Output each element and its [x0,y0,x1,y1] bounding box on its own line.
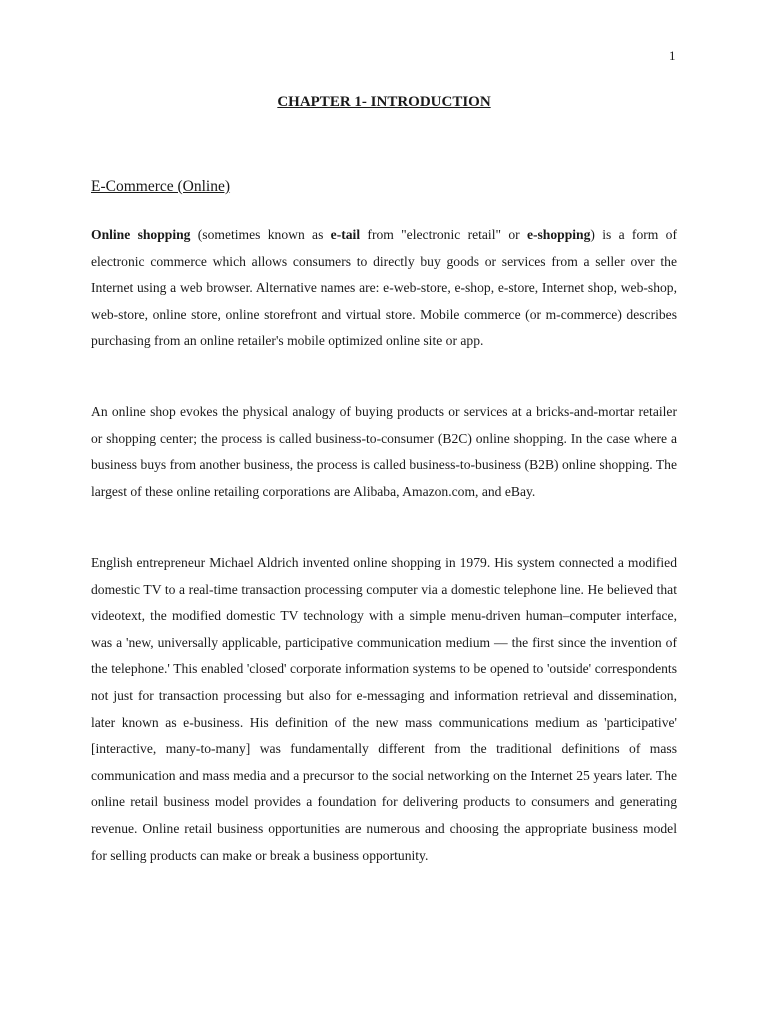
paragraph-1-text-a: (sometimes known as [190,227,331,242]
section-heading: E-Commerce (Online) [91,178,231,195]
paragraph-1-text-c: ) is a form of electronic commerce which allows consumers to directly buy goods or services from a seller over the Internet using a web browser. Alternative names are: e-web-store, e-shop, e-store, Internet shop, web-shop, web-store, online store, online storefront and virtual store. Mobile commerce (or m-commerce) describes purchasing from an online retailer's mobile optimized online site or app. [91,227,677,349]
term-etail: e-tail [330,227,361,242]
chapter-title: CHAPTER 1- INTRODUCTION [277,94,491,110]
term-online-shopping: Online shopping [91,227,191,242]
paragraph-3: English entrepreneur Michael Aldrich invented online shopping in 1979. His system connected a modified domestic TV to a real-time transaction processing computer via a domestic telephone line. He believed that videotext, the modified domestic TV technology with a simple menu-driven human–computer interface, was a 'new, universally applicable, participative communication medium — the first since the invention of the telephone.' This enabled 'closed' corporate information systems to be opened to 'outside' correspondents not just for transaction processing but also for e-messaging and information retrieval and dissemination, later known as e-business. His definition of the new mass communications medium as 'participative' [interactive, many-to-many] was fundamentally different from the traditional definitions of mass communication and mass media and a precursor to the social networking on the Internet 25 years later. The online retail business model provides a foundation for delivering products to consumers and generating revenue. Online retail business opportunities are numerous and choosing the appropriate business model for selling products can make or break a business opportunity. [91,555,677,863]
paragraph-2: An online shop evokes the physical analogy of buying products or services at a bricks-and-mortar retailer or shopping center; the process is called business-to-consumer (B2C) online shopping. In the case where a business buys from another business, the process is called business-to-business (B2B) online shopping. The largest of these online retailing corporations are Alibaba, Amazon.com, and eBay. [91,404,677,499]
page-number: 1 [669,48,676,63]
term-eshopping: e-shopping [526,227,591,242]
paragraph-1-text-b: from "electronic retail" or [360,227,527,242]
paragraph-1 [91,222,677,355]
